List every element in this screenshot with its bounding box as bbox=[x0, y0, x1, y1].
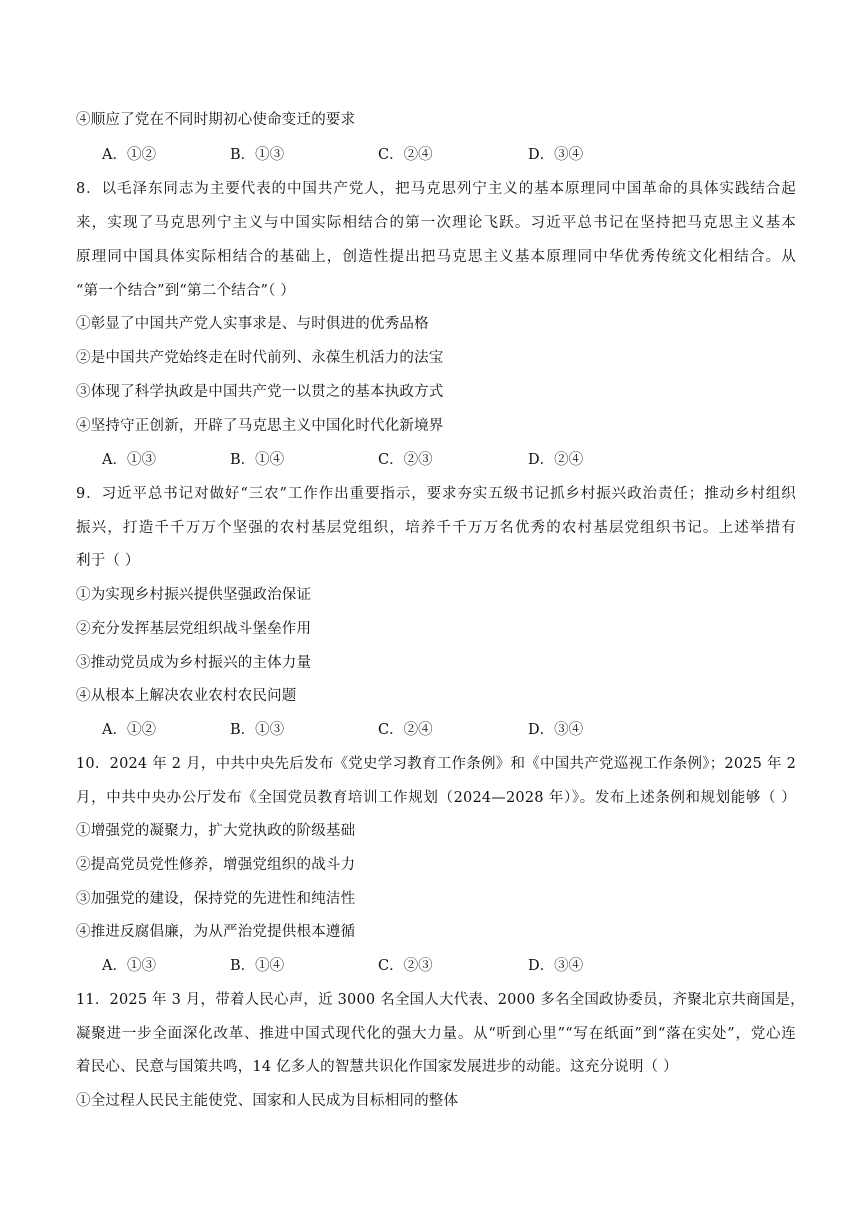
q10-statement-3: ③加强党的建设，保持党的先进性和纯洁性 bbox=[76, 891, 356, 907]
q10-option-c[interactable]: C．②③ bbox=[378, 958, 433, 974]
q8-options bbox=[102, 450, 722, 470]
q8-option-d[interactable]: D．②④ bbox=[528, 452, 584, 468]
q10-statement-1: ①增强党的凝聚力，扩大党执政的阶级基础 bbox=[76, 823, 356, 839]
q11-statement-1: ①全过程人民民主能使党、国家和人民成为目标相同的整体 bbox=[76, 1093, 459, 1109]
q10-option-a[interactable]: A．①③ bbox=[102, 958, 156, 974]
q10-stem-line-1: 10．2024 年 2 月，中共中央先后发布《党史学习教育工作条例》和《中国共产党巡视工作条例》；2025 年 2 bbox=[76, 756, 796, 772]
q9-statement-2: ②充分发挥基层党组织战斗堡垒作用 bbox=[76, 621, 312, 637]
q9-options bbox=[102, 720, 722, 740]
q10-statement-2: ②提高党员党性修养，增强党组织的战斗力 bbox=[76, 857, 356, 873]
q7-option-a[interactable]: A．①② bbox=[102, 147, 156, 163]
q9-stem-line-2: 振兴，打造千千万万个坚强的农村基层党组织，培养千千万万名优秀的农村基层党组织书记。上述举措有 bbox=[76, 520, 796, 536]
q9-option-c[interactable]: C．②④ bbox=[378, 722, 433, 738]
q10-option-d[interactable]: D．③④ bbox=[528, 958, 584, 974]
q8-statement-4: ④坚持守正创新，开辟了马克思主义中国化时代化新境界 bbox=[76, 418, 444, 434]
q9-stem-line-1: 9．习近平总书记对做好“三农”工作作出重要指示，要求夯实五级书记抓乡村振兴政治责任；推动乡村组织 bbox=[76, 486, 796, 502]
q9-statement-4: ④从根本上解决农业农村农民问题 bbox=[76, 688, 297, 704]
q8-stem-line-2: 来，实现了马克思列宁主义与中国实际相结合的第一次理论飞跃。习近平总书记在坚持把马克思主义基本 bbox=[76, 215, 796, 231]
q10-option-b[interactable]: B．①④ bbox=[230, 958, 285, 974]
q11-stem-line-1: 11．2025 年 3 月，带着人民心声，近 3000 名全国人大代表、2000 多名全国政协委员，齐聚北京共商国是， bbox=[76, 992, 805, 1008]
q7-option-c[interactable]: C．②④ bbox=[378, 147, 433, 163]
q8-option-b[interactable]: B．①④ bbox=[230, 452, 285, 468]
q9-statement-1: ①为实现乡村振兴提供坚强政治保证 bbox=[76, 587, 312, 603]
q8-stem-line-4: “第一个结合”到“第二个结合”（ ） bbox=[76, 283, 296, 299]
q10-stem-line-2: 月，中共中央办公厅发布《全国党员教育培训工作规划（2024—2028 年）》。发布上述条例和规划能够（ ） bbox=[76, 790, 796, 806]
q7-option-b[interactable]: B．①③ bbox=[230, 147, 285, 163]
q9-option-b[interactable]: B．①③ bbox=[230, 722, 285, 738]
q7-statement-4: ④顺应了党在不同时期初心使命变迁的要求 bbox=[76, 112, 356, 128]
q8-statement-1: ①彰显了中国共产党人实事求是、与时俱进的优秀品格 bbox=[76, 316, 429, 332]
q8-statement-2: ②是中国共产党始终走在时代前列、永葆生机活力的法宝 bbox=[76, 350, 444, 366]
q9-statement-3: ③推动党员成为乡村振兴的主体力量 bbox=[76, 655, 312, 671]
q7-options bbox=[102, 145, 722, 165]
q8-statement-3: ③体现了科学执政是中国共产党一以贯之的基本执政方式 bbox=[76, 384, 444, 400]
q8-stem-line-1: 8．以毛泽东同志为主要代表的中国共产党人，把马克思列宁主义的基本原理同中国革命的具体实践结合起 bbox=[76, 181, 796, 197]
q8-option-a[interactable]: A．①③ bbox=[102, 452, 156, 468]
q11-stem-line-3: 着民心、民意与国策共鸣，14 亿多人的智慧共识化作国家发展进步的动能。这充分说明（ ） bbox=[76, 1059, 678, 1075]
q9-option-d[interactable]: D．③④ bbox=[528, 722, 584, 738]
q11-stem-line-2: 凝聚进一步全面深化改革、推进中国式现代化的强大力量。从“听到心里”“写在纸面”到“落在实处”，党心连 bbox=[76, 1026, 796, 1042]
q8-stem-line-3: 原理同中国具体实际相结合的基础上，创造性提出把马克思主义基本原理同中华优秀传统文化相结合。从 bbox=[76, 249, 796, 265]
q10-statement-4: ④推进反腐倡廉，为从严治党提供根本遵循 bbox=[76, 924, 356, 940]
q8-option-c[interactable]: C．②③ bbox=[378, 452, 433, 468]
q10-options bbox=[102, 956, 722, 976]
q9-option-a[interactable]: A．①② bbox=[102, 722, 156, 738]
q7-option-d[interactable]: D．③④ bbox=[528, 147, 584, 163]
q9-stem-line-3: 利于（ ） bbox=[76, 553, 140, 569]
